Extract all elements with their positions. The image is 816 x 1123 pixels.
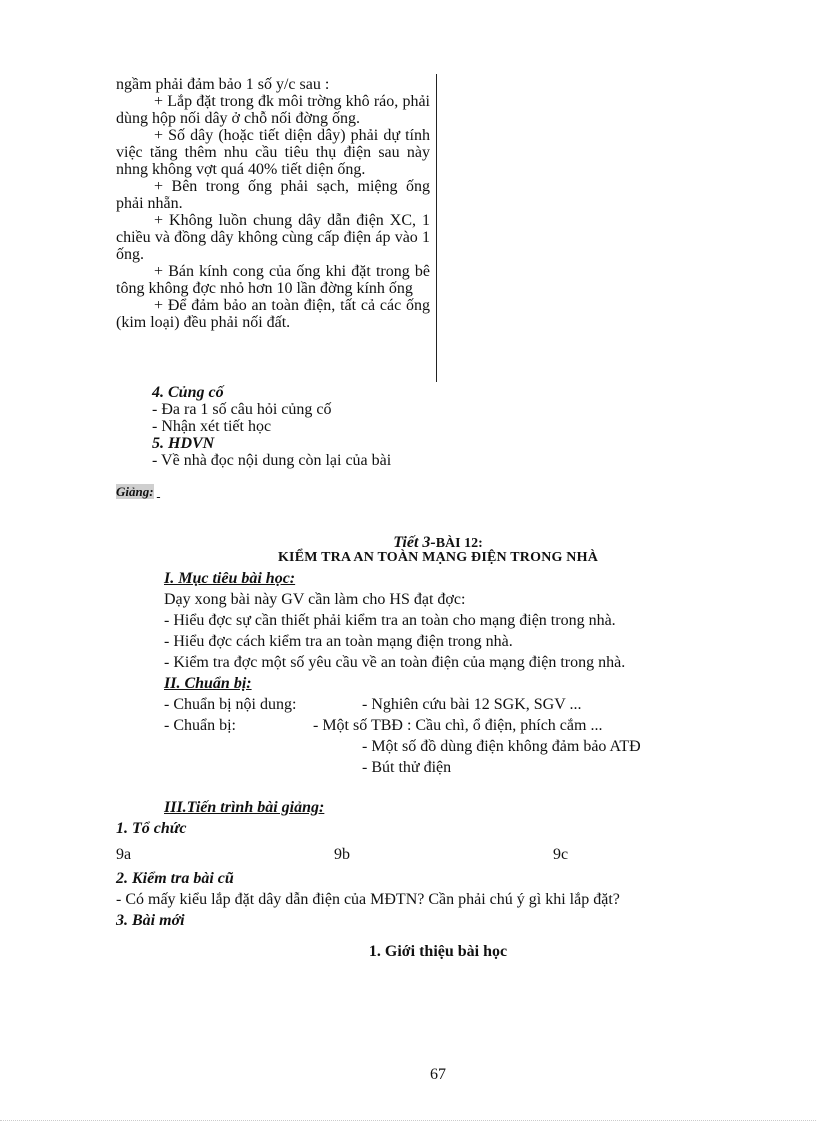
column-paragraph: + Bên trong ống phải sạch, miệng ống phải nhẵn. (116, 178, 430, 212)
lesson-period: Tiết 3- (393, 534, 436, 551)
giang-text: Giảng: (116, 484, 154, 499)
page-number: 67 (430, 1066, 446, 1083)
class-label: 9b (334, 846, 350, 863)
preparation-heading: II. Chuẩn bị: (164, 675, 252, 692)
column-paragraph: + Để đảm bảo an toàn điện, tất cả các ống (kim loại) đều phải nối đất. (116, 297, 430, 331)
check-question: - Có mấy kiểu lắp đặt dây dẫn điện của MĐTN? Cần phải chú ý gì khi lắp đặt? (116, 891, 620, 908)
column-paragraph: + Bán kính cong của ống khi đặt trong bê tông không đợc nhỏ hơn 10 lần đờng kính ống (116, 263, 430, 297)
process-heading: III.Tiến trình bài giảng: (164, 799, 325, 816)
consolidation-item: - Nhận xét tiết học (152, 418, 272, 435)
column-line: ngầm phải đảm bảo 1 số y/c sau : (116, 76, 330, 93)
prep-value: - Một số đồ dùng điện không đảm bảo ATĐ (362, 738, 641, 755)
organization-heading: 1. Tổ chức (116, 820, 187, 837)
homework-heading: 5. HDVN (152, 435, 215, 452)
column-paragraph: + Lắp đặt trong đk môi trờng khô ráo, phải dùng hộp nối dây ở chỗ nối đờng ống. (116, 93, 430, 127)
objective-line: Dạy xong bài này GV cần làm cho HS đạt đợc: (164, 591, 466, 608)
left-column-text (116, 76, 430, 331)
prep-label: - Chuẩn bị: (164, 717, 236, 734)
lesson-title: KIỂM TRA AN TOÀN MẠNG ĐIỆN TRONG NHÀ (277, 550, 599, 565)
objective-line: - Hiểu đợc sự cần thiết phải kiểm tra an toàn cho mạng điện trong nhà. (164, 612, 616, 629)
prep-value: - Một số TBĐ : Cầu chì, ổ điện, phích cắm ... (313, 717, 603, 734)
page-bottom-divider (0, 1120, 816, 1121)
column-paragraph: + Không luồn chung dây dẫn điện XC, 1 chiều và đồng dây không cùng cấp điện áp vào 1 ống. (116, 212, 430, 263)
consolidation-heading: 4. Củng cố (152, 384, 224, 401)
objective-line: - Hiểu đợc cách kiểm tra an toàn mạng điện trong nhà. (164, 633, 513, 650)
prep-value: - Bút thử điện (362, 759, 452, 776)
class-label: 9c (553, 846, 569, 863)
column-paragraph: + Số dây (hoặc tiết diện dây) phải dự tính việc tăng thêm nhu cầu tiêu thụ điện sau này nhng không vợt quá 40% tiết diện ống. (116, 127, 430, 178)
lesson-number: BÀI 12: (435, 536, 483, 551)
consolidation-item: - Đa ra 1 số câu hỏi củng cố (152, 401, 332, 418)
class-label: 9a (116, 846, 132, 863)
column-divider (436, 74, 437, 382)
intro-heading: 1. Giới thiệu bài học (368, 943, 508, 960)
new-lesson-heading: 3. Bài mới (116, 912, 185, 929)
prep-content-label: - Chuẩn bị nội dung: (164, 696, 297, 713)
check-heading: 2. Kiểm tra bài cũ (116, 870, 234, 887)
giang-label (116, 484, 160, 500)
homework-item: - Về nhà đọc nội dung còn lại của bài (152, 452, 392, 469)
objective-line: - Kiểm tra đợc một số yêu cầu về an toàn điện của mạng điện trong nhà. (164, 654, 626, 671)
prep-content-value: - Nghiên cứu bài 12 SGK, SGV ... (362, 696, 582, 713)
objectives-heading: I. Mục tiêu bài học: (164, 570, 296, 587)
